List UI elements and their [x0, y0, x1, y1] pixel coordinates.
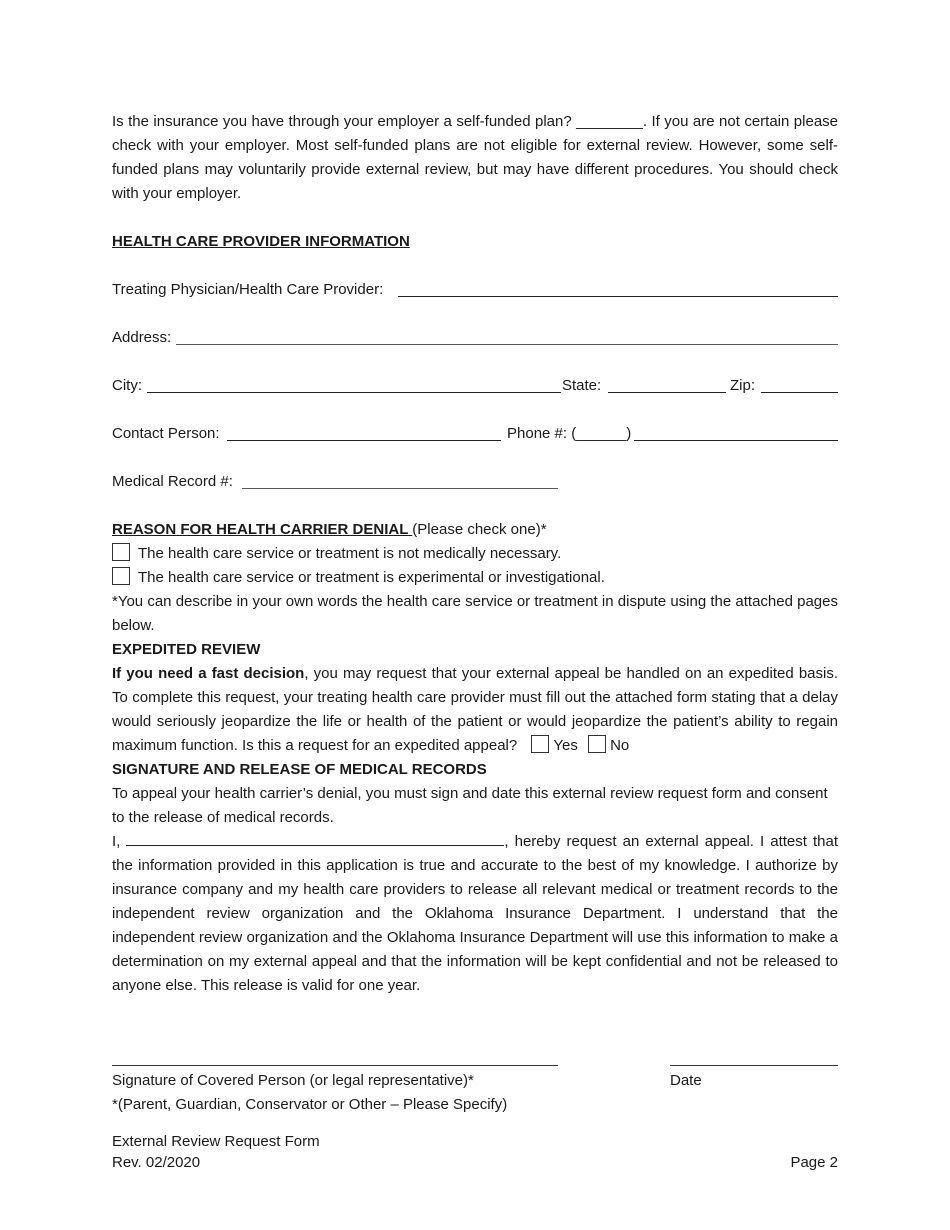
zip-label: Zip: [730, 377, 756, 394]
physician-label: Treating Physician/Health Care Provider: [112, 281, 384, 298]
signature-label: Signature of Covered Person (or legal representative)* [112, 1072, 474, 1089]
signature-heading: SIGNATURE AND RELEASE OF MEDICAL RECORDS [112, 761, 487, 778]
denial-option-not-necessary[interactable]: The health care service or treatment is not medically necessary. [112, 542, 561, 566]
medical-record-field[interactable] [242, 472, 558, 489]
denial-option-experimental[interactable]: The health care service or treatment is experimental or investigational. [112, 566, 605, 590]
physician-field[interactable] [398, 280, 838, 297]
contact-person-label: Contact Person: [112, 425, 220, 442]
date-label: Date [670, 1072, 702, 1089]
contact-phone-row [112, 422, 838, 446]
phone-label: Phone #: (______) [507, 425, 632, 442]
expedited-yes-label: Yes [553, 737, 578, 754]
medical-record-row [112, 470, 838, 494]
address-row [112, 326, 838, 350]
checkbox-experimental[interactable] [112, 567, 130, 585]
signature-note: *(Parent, Guardian, Conservator or Other – Please Specify) [112, 1096, 508, 1113]
zip-field[interactable] [761, 376, 838, 393]
signature-intro: To appeal your health carrier’s denial, you must sign and date this external review request form and consent to the release of medical records. [112, 785, 828, 826]
date-line[interactable] [670, 1065, 838, 1066]
denial-note: *You can describe in your own words the health care service or treatment in dispute using the attached pages below. [112, 593, 838, 634]
expedited-heading: EXPEDITED REVIEW [112, 641, 261, 658]
city-label: City: [112, 377, 142, 394]
address-label: Address: [112, 329, 172, 346]
expedited-paragraph: If you need a fast decision, you may request that your external appeal be handled on an expedited basis. To complete this request, your treating health care provider must fill out the attached form stating that a delay would seriously jeopardize the life or health of the patient or would jeopardize the patient’s ability to regain maximum function. Is this a request for an expedited appeal? Yes No [112, 665, 838, 754]
attestation-paragraph: I, , hereby request an external appeal. I attest that the information provided in this application is true and accurate to the best of my knowledge. I authorize by insurance company and my health care providers to release all relevant medical or treatment records to the independent review organization and the Oklahoma Insurance Department. I understand that the independent review organization and the Oklahoma Insurance Department will use this information to make a determination on my external appeal and that the information will be kept confidential and not be released to anyone else. This release is valid for one year. [112, 833, 838, 994]
medical-record-label: Medical Record #: [112, 473, 233, 490]
expedited-yes-checkbox[interactable] [531, 735, 549, 753]
self-funded-question: Is the insurance you have through your employer a self-funded plan? ________. If you are not certain please check with your employer. Most self-funded plans are not eligible for external review. However, some self-funded plans may voluntarily provide external review, but may have different procedures. You should check with your employer. [112, 113, 839, 202]
phone-field[interactable] [634, 424, 838, 441]
self-funded-answer-field[interactable]: ________ [576, 113, 643, 130]
city-state-zip-row [112, 374, 838, 398]
document-page [112, 0, 838, 1230]
expedited-no-label: No [610, 737, 630, 754]
state-field[interactable] [608, 376, 726, 393]
denial-instruction: (Please check one)* [412, 521, 547, 538]
contact-person-field[interactable] [227, 424, 501, 441]
address-field[interactable] [176, 328, 838, 345]
footer-page-number: Page 2 [790, 1154, 838, 1171]
state-label: State: [562, 377, 602, 394]
checkbox-not-necessary[interactable] [112, 543, 130, 561]
signature-line[interactable] [112, 1065, 558, 1066]
attestation-name-field[interactable] [126, 831, 504, 846]
footer-revision: Rev. 02/2020 [112, 1154, 201, 1171]
denial-heading: REASON FOR HEALTH CARRIER DENIAL [112, 521, 413, 538]
provider-info-heading: HEALTH CARE PROVIDER INFORMATION [112, 233, 410, 250]
expedited-no-checkbox[interactable] [588, 735, 606, 753]
denial-heading-row [112, 518, 547, 542]
footer-form-name: External Review Request Form [112, 1133, 320, 1150]
city-field[interactable] [147, 376, 561, 393]
physician-row [112, 278, 838, 302]
